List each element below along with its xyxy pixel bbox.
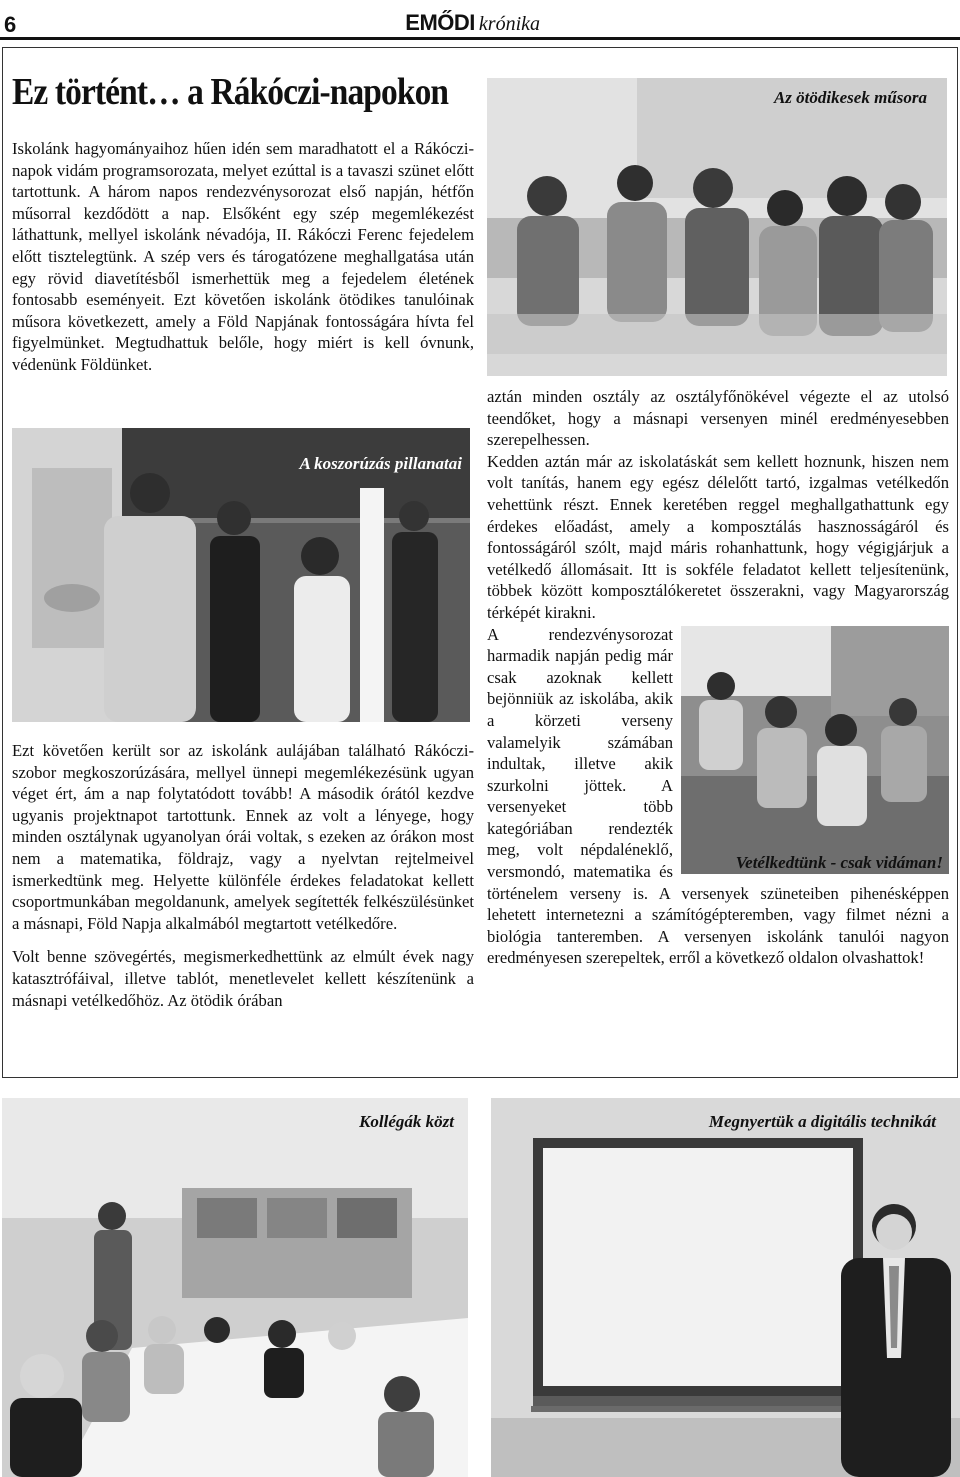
paragraph-class-tasks: aztán minden osztály az osztályfőnökével végezte el az utolsó teendőket, hogy a másnapi versenyen minél eredményesebben szerepelhessen. [487,387,949,450]
paragraph-third-day [487,624,949,970]
caption-colleagues: Kollégák közt [359,1112,454,1131]
paragraph-third-day-text: A rendezvénysorozat harmadik napján pedig már csak azoknak kellett bejönniük az iskolába, akik a körzeti verseny valamelyik számában indultak, illetve akik szurkolni jöttek. A versenyeket több kategóriában rendezték meg, volt népdaléneklő, versmondó, matematika és történelem verseny is. A versenyek szüneteiben pihenésképpen lehetett internetezni a számítógépteremben, vagy filmet nézni a biológia tanteremben. A versenyen iskolánk tanulói nagyon eredményesen szerepeltek, erről a következő oldalon olvashattok! [487,624,949,968]
article-text-col1-bottom [12,740,474,1011]
paragraph-intro: Iskolánk hagyományaihoz hűen idén sem maradhatott el a Rákóczi-napok vidám programsorozata, melyet ezúttal is a tavaszi szünet előtt tartottunk. A három napos rendezvénysorozat első napján, hétfőn műsorral kezdődött a nap. Elsőként egy szép megemlékezést láthattunk, mellyel iskolánk névadója, II. Rákóczi Ferenc fejedelem előtt tisztelegtünk. A szép vers és tárogatózene meghallgatása után egy rövid diavetítésből ismerhettük meg a fejedelem életének fontosabb eseményeit. Ezt követően iskolánk ötödikes tanulóinak műsora következett, amely a Föld Napjának fontosságára hívta fel figyelmünket. Megtudhattuk belőle, hogy miért is kell óvnunk, védenünk Földünket. [12,139,474,374]
masthead [405,10,540,36]
caption-wreath-laying: A koszorúzás pillanatai [299,454,462,473]
photo-wreath-laying [12,428,470,722]
photo-fifth-graders [487,78,947,376]
photo-competition [681,626,949,874]
caption-fifth-graders: Az ötödikesek műsora [773,88,927,107]
photo-colleagues [2,1098,468,1477]
paragraph-project-day: Ezt követően került sor az iskolánk aulájában található Rákóczi-szobor megkoszorúzására, mellyel ünnepi megemlékezésünk ugyan véget ért, ám a nap folytatódott tovább! A második órától kezdve ugyanis projektnapot tartottunk. Ennek az volt a lényege, hogy minden osztálynak ugyanolyan órái voltak, s ezeken az órákon most nem a matematika, földrajz, vagy a nyelvtan rejtelmeivel ismerkedtünk meg. Helyette különféle érdekes feladatokat kellett csoportmunkában megoldanunk, amelyek segítették felkészülésünket a másnapi, Föld Napja alkalmából megtartott vetélkedőre. [12,741,474,933]
article-title: Ez történt… a Rákóczi-napokon [12,71,449,113]
photo-digital-board [491,1098,960,1477]
article-text-col2 [487,386,949,969]
page-number: 6 [4,12,17,37]
article-text-col1-top [12,138,474,376]
page-header [0,0,960,40]
caption-digital-board: Megnyertük a digitális technikát [708,1112,936,1131]
masthead-brand: EMŐDI [405,10,475,35]
paragraph-preparation: Volt benne szövegértés, megismerkedhettünk az elmúlt évek nagy katasztrófáival, illetve tablót, menetlevelet kellett készítenünk a másnapi vetélkedőhöz. Az ötödik órában [12,947,474,1010]
paragraph-competition-day: Kedden aztán már az iskolatáskát sem kellett hoznunk, hiszen nem volt tanítás, hanem egy egész délelőtt tartó, izgalmas vetélkedőn vehettünk részt. Ennek keretében reggel meghallgathattunk egy érdekes előadást, amely a komposztálás hasznosságáról és fontosságáról szólt, majd máris rohanhattunk, hogy végigjárjuk a vetélkedő állomásait. Itt is sokféle feladatot kellett teljesítenünk, többek között komposztálókeretet összerakni, vagy Magyarország térképét kirakni. [487,451,949,622]
caption-competition: Vetélkedtünk - csak vidáman! [735,852,943,872]
masthead-subtitle: krónika [478,13,540,35]
